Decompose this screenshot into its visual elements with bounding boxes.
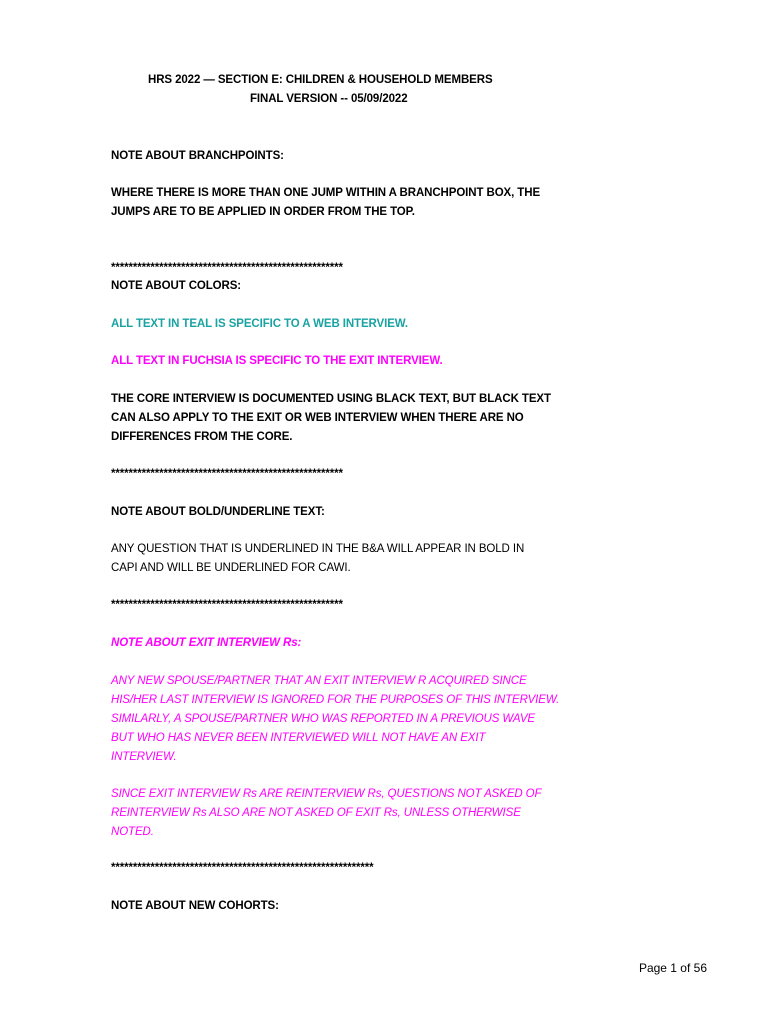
separator: ***************************************************** (111, 468, 343, 480)
exit-para1-line: INTERVIEW. (111, 751, 177, 763)
new-cohorts-heading: NOTE ABOUT NEW COHORTS: (111, 900, 279, 912)
core-note-line: DIFFERENCES FROM THE CORE. (111, 431, 293, 443)
branchpoints-body (111, 184, 540, 222)
exit-para1-line: HIS/HER LAST INTERVIEW IS IGNORED FOR THE PURPOSES OF THIS INTERVIEW. (111, 694, 560, 706)
separator: ***************************************************** (111, 262, 343, 274)
exit-para2-line: REINTERVIEW Rs ALSO ARE NOT ASKED OF EXIT Rs, UNLESS OTHERWISE (111, 807, 521, 819)
fuchsia-note: ALL TEXT IN FUCHSIA IS SPECIFIC TO THE EXIT INTERVIEW. (111, 355, 443, 367)
branchpoints-line: JUMPS ARE TO BE APPLIED IN ORDER FROM THE TOP. (111, 206, 415, 218)
branchpoints-heading: NOTE ABOUT BRANCHPOINTS: (111, 150, 284, 162)
exit-para1-line: SIMILARLY, A SPOUSE/PARTNER WHO WAS REPORTED IN A PREVIOUS WAVE (111, 713, 536, 725)
document-version: FINAL VERSION -- 05/09/2022 (250, 93, 408, 105)
exit-interview-para2 (111, 785, 541, 842)
branchpoints-line: WHERE THERE IS MORE THAN ONE JUMP WITHIN A BRANCHPOINT BOX, THE (111, 187, 541, 199)
bold-underline-line: ANY QUESTION THAT IS UNDERLINED IN THE B&A WILL APPEAR IN BOLD IN (111, 543, 525, 555)
exit-para2-line: SINCE EXIT INTERVIEW Rs ARE REINTERVIEW Rs, QUESTIONS NOT ASKED OF (111, 788, 542, 800)
separator: ***************************************************** (111, 599, 343, 611)
bold-underline-body (111, 540, 524, 578)
separator-long: ************************************************************ (111, 862, 374, 874)
core-note-line: THE CORE INTERVIEW IS DOCUMENTED USING BLACK TEXT, BUT BLACK TEXT (111, 393, 551, 405)
teal-note: ALL TEXT IN TEAL IS SPECIFIC TO A WEB INTERVIEW. (111, 318, 408, 330)
exit-interview-para1 (111, 672, 559, 767)
exit-interview-heading: NOTE ABOUT EXIT INTERVIEW Rs: (111, 637, 302, 649)
document-title: HRS 2022 — SECTION E: CHILDREN & HOUSEHOLD MEMBERS (148, 74, 493, 86)
bold-underline-heading: NOTE ABOUT BOLD/UNDERLINE TEXT: (111, 506, 325, 518)
exit-para2-line: NOTED. (111, 826, 154, 838)
bold-underline-line: CAPI AND WILL BE UNDERLINED FOR CAWI. (111, 562, 351, 574)
exit-para1-line: BUT WHO HAS NEVER BEEN INTERVIEWED WILL NOT HAVE AN EXIT (111, 732, 486, 744)
colors-heading: NOTE ABOUT COLORS: (111, 280, 242, 292)
page-number: Page 1 of 56 (638, 961, 707, 975)
core-note-line: CAN ALSO APPLY TO THE EXIT OR WEB INTERVIEW WHEN THERE ARE NO (111, 412, 524, 424)
core-interview-note (111, 390, 551, 447)
exit-para1-line: ANY NEW SPOUSE/PARTNER THAT AN EXIT INTERVIEW R ACQUIRED SINCE (111, 675, 527, 687)
